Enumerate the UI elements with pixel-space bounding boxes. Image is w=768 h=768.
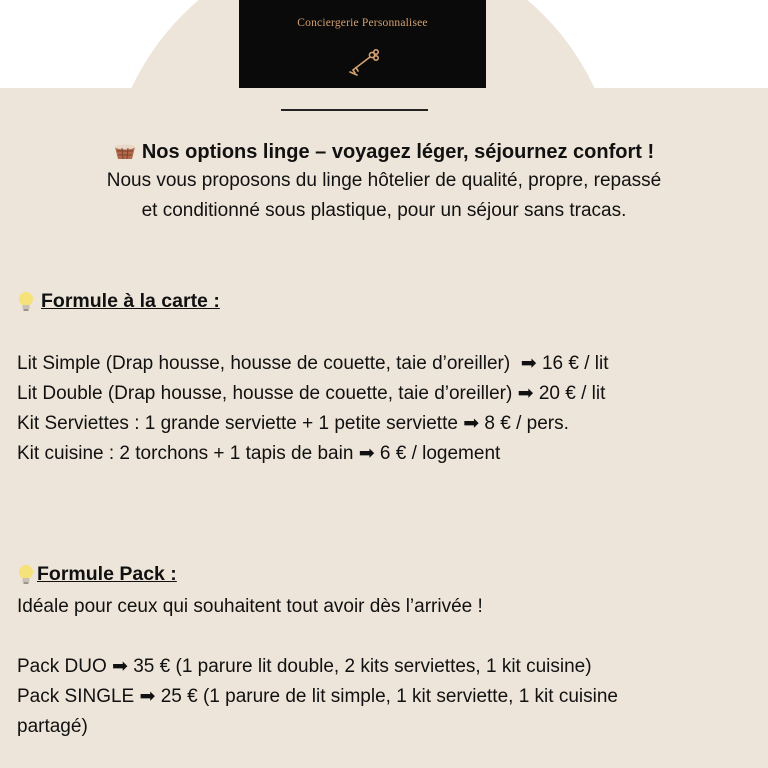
carte-heading — [17, 290, 220, 313]
key-icon — [345, 48, 381, 78]
intro-line-1: Nous vous proposons du linge hôtelier de qualité, propre, repassé — [106, 170, 662, 191]
list-item: Kit cuisine : 2 torchons + 1 tapis de bain ➡ 6 € / logement — [17, 443, 501, 464]
list-item: Pack SINGLE ➡ 25 € (1 parure de lit simple, 1 kit serviette, 1 kit cuisine — [17, 686, 618, 707]
pack-subtitle-text: Idéale pour ceux qui souhaitent tout avoir dès l’arrivée ! — [17, 596, 483, 617]
carte-title: Formule à la carte : — [41, 290, 220, 312]
logo-tagline: Conciergerie Personnalisee — [297, 17, 428, 29]
arrow-right-icon: ➡ — [139, 686, 156, 707]
intro-title: Nos options linge – voyagez léger, séjournez confort ! — [141, 141, 655, 163]
intro-section — [0, 138, 768, 226]
list-item: Lit Double (Drap housse, housse de couette, taie d’oreiller) ➡ 20 € / lit — [17, 383, 606, 404]
basket-icon — [114, 142, 136, 160]
intro-title-row — [0, 138, 768, 166]
carte-list — [17, 349, 609, 469]
logo — [239, 0, 486, 88]
lightbulb-icon — [17, 291, 35, 313]
arrow-right-icon: ➡ — [463, 413, 480, 434]
pack-title: Formule Pack : — [37, 563, 177, 585]
arrow-right-icon: ➡ — [358, 443, 375, 464]
divider — [281, 109, 428, 111]
pack-subtitle — [17, 592, 483, 622]
intro-line-2: et conditionné sous plastique, pour un séjour sans tracas. — [141, 200, 627, 221]
arrow-right-icon: ➡ — [517, 383, 534, 404]
pack-heading — [17, 563, 177, 586]
list-item-continuation: partagé) — [17, 716, 88, 737]
list-item: Lit Simple (Drap housse, housse de couette, taie d’oreiller) ➡ 16 € / lit — [17, 353, 609, 374]
arrow-right-icon: ➡ — [520, 353, 537, 374]
lightbulb-icon — [17, 564, 35, 586]
list-item: Kit Serviettes : 1 grande serviette + 1 petite serviette ➡ 8 € / pers. — [17, 413, 569, 434]
pack-list — [17, 652, 618, 742]
arrow-right-icon: ➡ — [112, 656, 128, 677]
list-item: Pack DUO ➡ 35 € (1 parure lit double, 2 kits serviettes, 1 kit cuisine) — [17, 656, 592, 677]
